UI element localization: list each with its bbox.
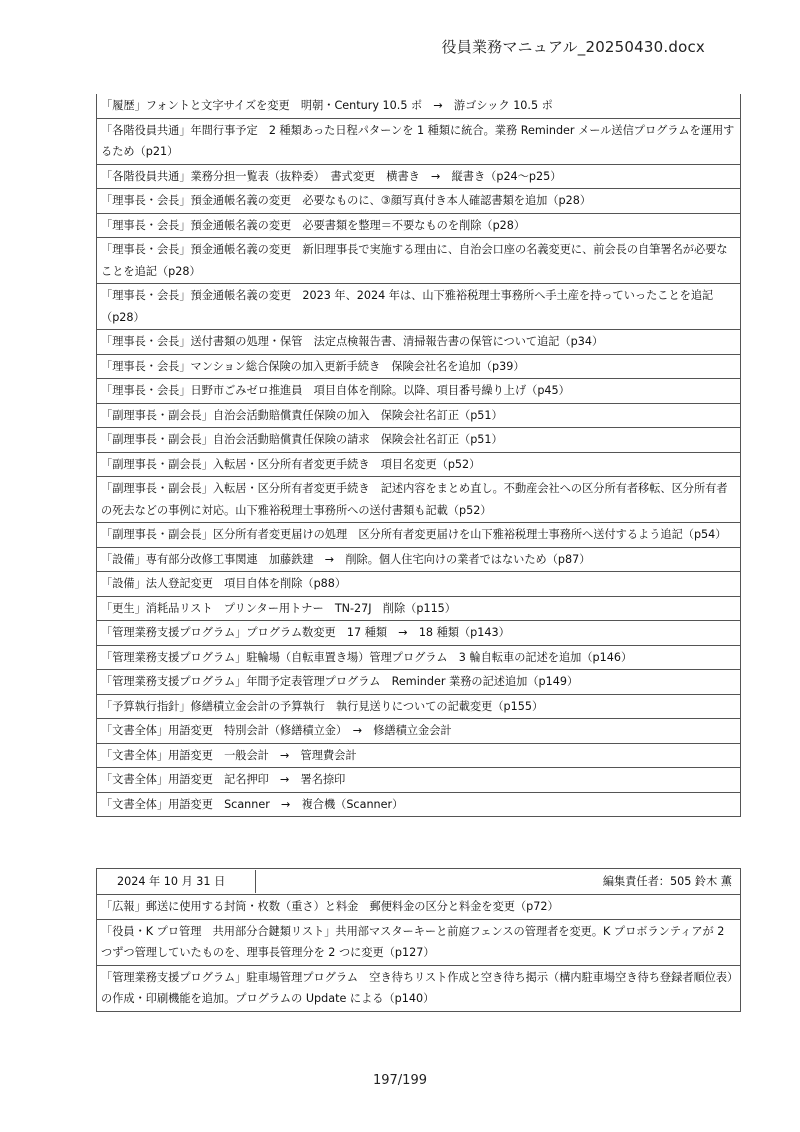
revision-entry: 「副理事長・副会長」区分所有者変更届けの処理 区分所有者変更届けを山下雅裕税理士事務所へ送付するよう追記（p54） — [97, 523, 741, 548]
revision-header-row — [97, 869, 741, 895]
table-row — [97, 330, 741, 355]
revision-entry: 「広報」郵送に使用する封筒・枚数（重さ）と料金 郵便料金の区分と料金を変更（p72） — [97, 895, 741, 920]
table-row — [97, 919, 741, 965]
page-number: 197/199 — [372, 1073, 427, 1088]
revision-entry: 「管理業務支援プログラム」プログラム数変更 17 種類 → 18 種類（p143） — [97, 621, 741, 646]
revision-entry: 「履歴」フォントと文字サイズを変更 明朝・Century 10.5 ポ → 游ゴシック 10.5 ポ — [97, 94, 741, 118]
table-row — [97, 213, 741, 238]
revision-entry: 「各階役員共通」業務分担一覧表（抜粋委） 書式変更 横書き → 縦書き（p24～p25） — [97, 164, 741, 189]
revision-entry: 「副理事長・副会長」自治会活動賠償責任保険の加入 保険会社名訂正（p51） — [97, 403, 741, 428]
revision-entry: 「設備」専有部分改修工事関連 加藤鉄建 → 削除。個人住宅向けの業者ではないため（p87） — [97, 547, 741, 572]
revision-entry: 「理事長・会長」預金通帳名義の変更 必要なものに、③顔写真付き本人確認書類を追加（p28） — [97, 189, 741, 214]
revision-entry: 「文書全体」用語変更 Scanner → 複合機（Scanner） — [97, 792, 741, 817]
table-row — [97, 428, 741, 453]
table-row — [97, 645, 741, 670]
table-row — [97, 238, 741, 284]
table-row — [97, 572, 741, 597]
revision-entry: 「予算執行指針」修繕積立金会計の予算執行 執行見送りについての記載変更（p155） — [97, 694, 741, 719]
table-row — [97, 477, 741, 523]
revision-entry: 「文書全体」用語変更 特別会計（修繕積立金） → 修繕積立金会計 — [97, 719, 741, 744]
table-row — [97, 895, 741, 920]
revision-entry: 「理事長・会長」預金通帳名義の変更 新旧理事長で実施する理由に、自治会口座の名義変更に、前会長の自筆署名が必要なことを追記（p28） — [97, 238, 741, 284]
table-row — [97, 452, 741, 477]
document-filename: 役員業務マニュアル_20250430.docx — [441, 38, 705, 56]
revision-date: 2024 年 10 月 31 日 — [101, 870, 256, 893]
revision-entry: 「理事長・会長」日野市ごみゼロ推進員 項目自体を削除。以降、項目番号繰り上げ（p45） — [97, 379, 741, 404]
revision-entry: 「理事長・会長」預金通帳名義の変更 2023 年、2024 年は、山下雅裕税理士事務所へ手土産を持っていったことを追記（p28） — [97, 284, 741, 330]
table-row — [97, 379, 741, 404]
revision-entry: 「管理業務支援プログラム」年間予定表管理プログラム Reminder 業務の記述追加（p149） — [97, 670, 741, 695]
table-row — [97, 965, 741, 1011]
table-row — [97, 523, 741, 548]
table-row — [97, 284, 741, 330]
revision-log-table-2024-10-31 — [96, 868, 741, 1012]
revision-entry: 「文書全体」用語変更 一般会計 → 管理費会計 — [97, 743, 741, 768]
revision-entry: 「設備」法人登記変更 項目自体を削除（p88） — [97, 572, 741, 597]
table-row — [97, 403, 741, 428]
table-row — [97, 164, 741, 189]
revision-log-table — [96, 94, 741, 817]
table-row — [97, 670, 741, 695]
revision-entry: 「更生」消耗品リスト プリンター用トナー TN-27J 削除（p115） — [97, 596, 741, 621]
table-row — [97, 768, 741, 793]
revision-entry: 「理事長・会長」預金通帳名義の変更 必要書類を整理＝不要なものを削除（p28） — [97, 213, 741, 238]
revision-entry: 「理事長・会長」マンション総合保険の加入更新手続き 保険会社名を追加（p39） — [97, 354, 741, 379]
revision-entry: 「管理業務支援プログラム」駐車場管理プログラム 空き待ちリスト作成と空き待ち掲示（構内駐車場空き待ち登録者順位表）の作成・印刷機能を追加。プログラムの Update による（p140） — [97, 965, 741, 1011]
table-row — [97, 792, 741, 817]
table-row — [97, 118, 741, 164]
revision-entry: 「各階役員共通」年間行事予定 2 種類あった日程パターンを 1 種類に統合。業務 Reminder メール送信プログラムを運用するため（p21） — [97, 118, 741, 164]
table-row — [97, 189, 741, 214]
table-row — [97, 94, 741, 118]
editor-in-charge: 編集責任者：505 鈴木 薫 — [602, 875, 732, 888]
table-row — [97, 354, 741, 379]
revision-entry: 「文書全体」用語変更 記名押印 → 署名捺印 — [97, 768, 741, 793]
revision-entry: 「管理業務支援プログラム」駐輪場（自転車置き場）管理プログラム 3 輪自転車の記述を追加（p146） — [97, 645, 741, 670]
revision-entry: 「役員・K プロ管理 共用部分合鍵類リスト」共用部マスターキーと前庭フェンスの管理者を変更。K プロボランティアが 2 つずつ管理していたものを、理事長管理分を 2 つに変更（p127） — [97, 919, 741, 965]
table-row — [97, 694, 741, 719]
revision-entry: 「副理事長・副会長」入転居・区分所有者変更手続き 記述内容をまとめ直し。不動産会社への区分所有者移転、区分所有者の死去などの事例に対応。山下雅裕税理士事務所への送付書類も記載（p52） — [97, 477, 741, 523]
table-row — [97, 621, 741, 646]
table-row — [97, 596, 741, 621]
table-row — [97, 743, 741, 768]
revision-entry: 「副理事長・副会長」入転居・区分所有者変更手続き 項目名変更（p52） — [97, 452, 741, 477]
revision-entry: 「理事長・会長」送付書類の処理・保管 法定点検報告書、清掃報告書の保管について追記（p34） — [97, 330, 741, 355]
table-row — [97, 719, 741, 744]
revision-entry: 「副理事長・副会長」自治会活動賠償責任保険の請求 保険会社名訂正（p51） — [97, 428, 741, 453]
table-row — [97, 547, 741, 572]
